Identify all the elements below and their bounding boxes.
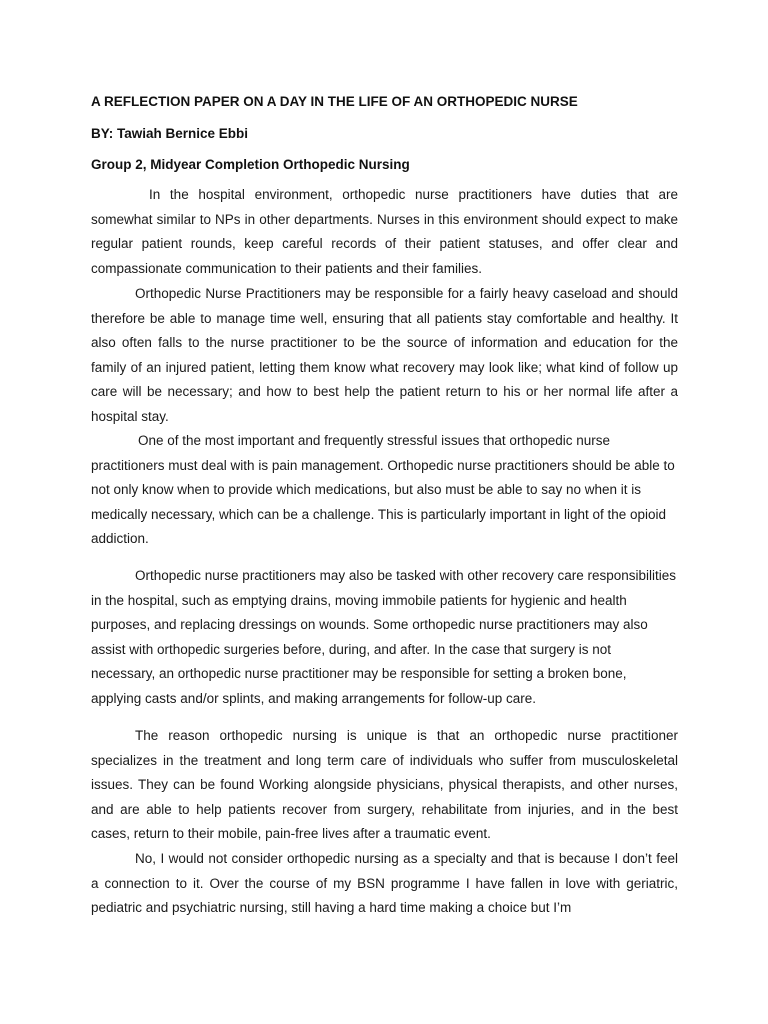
paragraph-2-text: Orthopedic Nurse Practitioners may be responsible for a fairly heavy caseload and should therefore be able to manage time well, ensuring that all patients stay comfortable and healthy. It also often falls to the nurse practitioner to be the source of information and education for the family of an injured patient, letting them know what recovery may look like; what kind of follow up care will be necessary; and how to best help the patient return to his or her normal life after a hospital stay. bbox=[91, 286, 678, 424]
paragraph-5-text: The reason orthopedic nursing is unique is that an orthopedic nurse practitioner specializes in the treatment and long term care of individuals who suffer from musculoskeletal issues. They can be found Working alongside physicians, physical therapists, and other nurses, and are able to help patients recover from surgery, rehabilitate from injuries, and in the best cases, return to their mobile, pain-free lives after a traumatic event. bbox=[91, 728, 678, 842]
paragraph-6-text: No, I would not consider orthopedic nursing as a specialty and that is because I don’t feel a connection to it. Over the course of my BSN programme I have fallen in love with geriatric, pediatric and psychiatric nursing, still having a hard time making a choice but I’m bbox=[91, 851, 678, 916]
paragraph-2 bbox=[91, 282, 678, 430]
paragraph-5 bbox=[91, 724, 678, 847]
paragraph-1-text: In the hospital environment, orthopedic nurse practitioners have duties that are somewhat similar to NPs in other departments. Nurses in this environment should expect to make regular patient rounds, keep careful records of their patient statuses, and offer clear and compassionate communication to their patients and their families. bbox=[91, 187, 678, 276]
paragraph-3 bbox=[91, 429, 678, 552]
author-line: BY: Tawiah Bernice Ebbi bbox=[91, 126, 249, 141]
paragraph-4 bbox=[91, 564, 678, 712]
paragraph-1 bbox=[91, 183, 678, 281]
paragraph-6 bbox=[91, 847, 678, 921]
group-line: Group 2, Midyear Completion Orthopedic Nursing bbox=[91, 157, 410, 172]
paper-title: A REFLECTION PAPER ON A DAY IN THE LIFE OF AN ORTHOPEDIC NURSE bbox=[91, 94, 578, 109]
paragraph-4-text: Orthopedic nurse practitioners may also be tasked with other recovery care responsibilities in the hospital, such as emptying drains, moving immobile patients for hygienic and health purposes, and replacing dressings on wounds. Some orthopedic nurse practitioners may also assist with orthopedic surgeries before, during, and after. In the case that surgery is not necessary, an orthopedic nurse practitioner may be responsible for setting a broken bone, applying casts and/or splints, and making arrangements for follow-up care. bbox=[91, 568, 677, 706]
paragraph-3-text: One of the most important and frequently stressful issues that orthopedic nurse practitioners must deal with is pain management. Orthopedic nurse practitioners should be able to not only know when to provide which medications, but also must be able to say no when it is medically necessary, which can be a challenge. This is particularly important in light of the opioid addiction. bbox=[91, 433, 675, 547]
